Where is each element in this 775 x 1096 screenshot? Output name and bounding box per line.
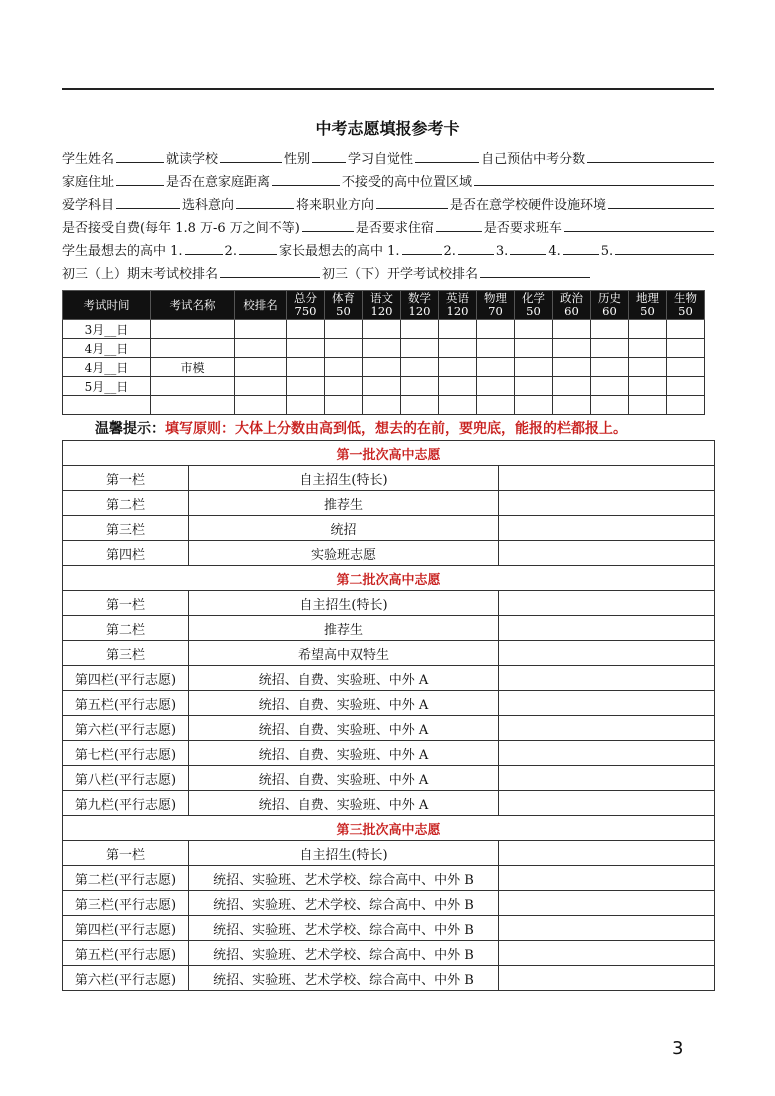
score-header-cell xyxy=(629,291,667,320)
exam-date-cell[interactable]: 4月__日 xyxy=(63,339,151,358)
admission-type: 统招、实验班、艺术学校、综合高中、中外 B xyxy=(189,941,499,966)
score-header-cell xyxy=(477,291,515,320)
score-cell[interactable] xyxy=(325,358,363,377)
score-cell[interactable] xyxy=(553,396,591,415)
subject-name: 生物 xyxy=(674,291,697,305)
score-cell[interactable] xyxy=(591,358,629,377)
subject-name: 历史 xyxy=(598,291,621,305)
field-label: 家庭住址 xyxy=(62,175,115,190)
admission-type: 统招、自费、实验班、中外 A xyxy=(189,691,499,716)
field-label: 是否接受自费(每年 1.8 万-6 万之间不等) xyxy=(62,221,300,236)
score-cell[interactable] xyxy=(235,358,287,377)
score-cell[interactable] xyxy=(629,358,667,377)
subject-max-score: 60 xyxy=(602,304,617,318)
subject-max-score: 50 xyxy=(526,304,541,318)
admission-type: 统招、自费、实验班、中外 A xyxy=(189,791,499,816)
subject-name: 总分 xyxy=(294,291,317,305)
subject-name: 语文 xyxy=(370,291,393,305)
subject-max-score: 60 xyxy=(564,304,579,318)
info-line xyxy=(62,263,714,286)
score-cell[interactable] xyxy=(439,339,477,358)
score-cell[interactable] xyxy=(667,339,705,358)
blank-field[interactable] xyxy=(302,217,354,232)
table-row xyxy=(63,766,715,791)
score-header-cell xyxy=(515,291,553,320)
column-label: 第三栏 xyxy=(63,516,189,541)
column-label: 第四栏 xyxy=(63,541,189,566)
column-label: 第一栏 xyxy=(63,466,189,491)
score-cell[interactable] xyxy=(515,396,553,415)
admission-type: 统招 xyxy=(189,516,499,541)
blank-field[interactable] xyxy=(402,240,442,255)
score-cell[interactable] xyxy=(363,320,401,339)
admission-type: 统招、实验班、艺术学校、综合高中、中外 B xyxy=(189,891,499,916)
blank-field[interactable] xyxy=(220,263,320,278)
score-cell[interactable] xyxy=(325,320,363,339)
score-header-cell xyxy=(235,291,287,320)
field-label: 3. xyxy=(495,244,509,259)
field-label: 就读学校 xyxy=(166,152,219,167)
admission-type: 自主招生(特长) xyxy=(189,841,499,866)
field-label: 学习自觉性 xyxy=(348,152,414,167)
section-header-row xyxy=(63,441,715,466)
column-label: 第二栏 xyxy=(63,491,189,516)
tip-banner xyxy=(95,418,725,438)
score-cell[interactable] xyxy=(515,358,553,377)
subject-name: 地理 xyxy=(636,291,659,305)
table-row xyxy=(63,941,715,966)
section-title: 第二批次高中志愿 xyxy=(63,566,715,591)
school-entry-cell[interactable] xyxy=(499,691,715,716)
table-row xyxy=(63,516,715,541)
school-entry-cell[interactable] xyxy=(499,866,715,891)
table-row xyxy=(63,666,715,691)
table-row xyxy=(63,616,715,641)
score-cell[interactable] xyxy=(553,377,591,396)
admission-type: 统招、自费、实验班、中外 A xyxy=(189,666,499,691)
score-cell[interactable] xyxy=(667,320,705,339)
field-label: 初三（上）期末考试校排名 xyxy=(62,267,219,282)
field-label: 学生最想去的高中 1. xyxy=(62,244,183,259)
exam-name-cell[interactable]: 市模 xyxy=(151,358,235,377)
admission-type: 推荐生 xyxy=(189,491,499,516)
column-label: 第七栏(平行志愿) xyxy=(63,741,189,766)
table-row xyxy=(63,916,715,941)
page-number: 3 xyxy=(672,1038,684,1059)
score-cell[interactable] xyxy=(477,396,515,415)
score-cell[interactable] xyxy=(477,320,515,339)
score-cell[interactable] xyxy=(553,358,591,377)
field-label: 选科意向 xyxy=(182,198,235,213)
blank-field[interactable] xyxy=(474,171,714,186)
exam-name-cell[interactable] xyxy=(151,396,235,415)
score-cell[interactable] xyxy=(591,339,629,358)
blank-field[interactable] xyxy=(458,240,494,255)
table-row xyxy=(63,591,715,616)
field-label: 4. xyxy=(548,244,561,259)
table-row xyxy=(63,396,705,415)
score-header-cell xyxy=(325,291,363,320)
school-entry-cell[interactable] xyxy=(499,941,715,966)
column-label: 第三栏(平行志愿) xyxy=(63,891,189,916)
score-cell[interactable] xyxy=(401,320,439,339)
admission-type: 统招、自费、实验班、中外 A xyxy=(189,741,499,766)
subject-max-score: 750 xyxy=(294,304,317,318)
score-header-cell xyxy=(667,291,705,320)
blank-field[interactable] xyxy=(615,240,714,255)
exam-date-cell[interactable] xyxy=(63,396,151,415)
school-entry-cell[interactable] xyxy=(499,916,715,941)
subject-name: 数学 xyxy=(408,291,431,305)
school-entry-cell[interactable] xyxy=(499,841,715,866)
column-label: 第三栏 xyxy=(63,641,189,666)
blank-field[interactable] xyxy=(239,240,277,255)
field-label: 家长最想去的高中 1. xyxy=(278,244,400,259)
score-cell[interactable] xyxy=(667,358,705,377)
score-header-cell xyxy=(553,291,591,320)
field-label: 性别 xyxy=(284,152,311,167)
score-cell[interactable] xyxy=(553,320,591,339)
score-cell[interactable] xyxy=(629,320,667,339)
subject-max-score: 120 xyxy=(370,304,393,318)
column-label: 第九栏(平行志愿) xyxy=(63,791,189,816)
info-line xyxy=(62,240,714,263)
exam-name-cell[interactable] xyxy=(151,377,235,396)
subject-max-score: 120 xyxy=(446,304,469,318)
table-row xyxy=(63,491,715,516)
score-cell[interactable] xyxy=(629,396,667,415)
score-cell[interactable] xyxy=(477,377,515,396)
page-title: 中考志愿填报参考卡 xyxy=(315,119,460,138)
field-label: 2. xyxy=(443,244,456,259)
subject-name: 物理 xyxy=(484,291,507,305)
score-cell[interactable] xyxy=(401,377,439,396)
student-info-form xyxy=(62,148,714,286)
score-cell[interactable] xyxy=(325,339,363,358)
score-cell[interactable] xyxy=(439,320,477,339)
tip-text: 填写原则：大体上分数由高到低，想去的在前，要兜底，能报的栏都报上。 xyxy=(165,421,627,437)
field-label: 爱学科目 xyxy=(62,198,115,213)
table-row xyxy=(63,891,715,916)
score-cell[interactable] xyxy=(363,339,401,358)
exam-name-cell[interactable] xyxy=(151,339,235,358)
school-entry-cell[interactable] xyxy=(499,716,715,741)
score-cell[interactable] xyxy=(629,339,667,358)
blank-field[interactable] xyxy=(563,240,599,255)
column-label: 第六栏(平行志愿) xyxy=(63,966,189,991)
field-label: 学生姓名 xyxy=(62,152,115,167)
score-table-header xyxy=(63,291,705,320)
admission-type: 希望高中双特生 xyxy=(189,641,499,666)
blank-field[interactable] xyxy=(436,217,482,232)
score-cell[interactable] xyxy=(287,377,325,396)
score-cell[interactable] xyxy=(477,339,515,358)
column-label: 第一栏 xyxy=(63,841,189,866)
score-cell[interactable] xyxy=(401,358,439,377)
school-entry-cell[interactable] xyxy=(499,966,715,991)
score-cell[interactable] xyxy=(515,377,553,396)
blank-field[interactable] xyxy=(116,194,180,209)
column-label: 第一栏 xyxy=(63,591,189,616)
table-row xyxy=(63,966,715,991)
score-header-cell xyxy=(439,291,477,320)
score-cell[interactable] xyxy=(439,358,477,377)
admission-type: 推荐生 xyxy=(189,616,499,641)
field-label: 是否要求住宿 xyxy=(355,221,434,236)
table-row xyxy=(63,866,715,891)
admission-type: 实验班志愿 xyxy=(189,541,499,566)
table-row xyxy=(63,691,715,716)
score-header-cell xyxy=(63,291,151,320)
subject-max-score: 70 xyxy=(488,304,503,318)
score-cell[interactable] xyxy=(515,320,553,339)
subject-name: 化学 xyxy=(522,291,545,305)
table-row xyxy=(63,466,715,491)
blank-field[interactable] xyxy=(116,148,164,163)
admission-type: 统招、实验班、艺术学校、综合高中、中外 B xyxy=(189,916,499,941)
exam-name-cell[interactable] xyxy=(151,320,235,339)
column-label: 第八栏(平行志愿) xyxy=(63,766,189,791)
info-line xyxy=(62,171,714,194)
exam-date-cell[interactable]: 4月__日 xyxy=(63,358,151,377)
table-row xyxy=(63,791,715,816)
field-label: 自己预估中考分数 xyxy=(481,152,586,167)
school-entry-cell[interactable] xyxy=(499,491,715,516)
blank-field[interactable] xyxy=(415,148,479,163)
score-cell[interactable] xyxy=(287,358,325,377)
blank-field[interactable] xyxy=(587,148,714,163)
school-entry-cell[interactable] xyxy=(499,741,715,766)
score-cell[interactable] xyxy=(439,377,477,396)
score-header-cell xyxy=(287,291,325,320)
column-label: 第六栏(平行志愿) xyxy=(63,716,189,741)
subject-max-score: 50 xyxy=(640,304,655,318)
blank-field[interactable] xyxy=(272,171,340,186)
info-line xyxy=(62,217,714,240)
column-label: 第五栏(平行志愿) xyxy=(63,941,189,966)
school-entry-cell[interactable] xyxy=(499,766,715,791)
blank-field[interactable] xyxy=(312,148,346,163)
top-rule xyxy=(62,88,714,90)
blank-field[interactable] xyxy=(480,263,590,278)
blank-field[interactable] xyxy=(564,217,714,232)
blank-field[interactable] xyxy=(185,240,223,255)
score-cell[interactable] xyxy=(287,339,325,358)
table-row xyxy=(63,377,705,396)
school-entry-cell[interactable] xyxy=(499,541,715,566)
score-cell[interactable] xyxy=(401,339,439,358)
school-entry-cell[interactable] xyxy=(499,591,715,616)
field-label: 5. xyxy=(600,244,614,259)
subject-name: 考试名称 xyxy=(169,297,216,312)
score-cell[interactable] xyxy=(363,396,401,415)
score-cell[interactable] xyxy=(235,377,287,396)
admission-type: 自主招生(特长) xyxy=(189,466,499,491)
column-label: 第二栏(平行志愿) xyxy=(63,866,189,891)
table-row xyxy=(63,716,715,741)
subject-name: 政治 xyxy=(560,291,583,305)
admission-type: 统招、自费、实验班、中外 A xyxy=(189,716,499,741)
tip-label: 温馨提示： xyxy=(95,421,165,437)
wish-table xyxy=(62,440,715,991)
score-cell[interactable] xyxy=(591,396,629,415)
score-cell[interactable] xyxy=(363,358,401,377)
school-entry-cell[interactable] xyxy=(499,791,715,816)
blank-field[interactable] xyxy=(510,240,546,255)
score-cell[interactable] xyxy=(287,396,325,415)
subject-name: 英语 xyxy=(446,291,469,305)
subject-max-score: 50 xyxy=(336,304,351,318)
table-row xyxy=(63,841,715,866)
blank-field[interactable] xyxy=(116,171,164,186)
school-entry-cell[interactable] xyxy=(499,666,715,691)
section-title: 第一批次高中志愿 xyxy=(63,441,715,466)
field-label: 是否要求班车 xyxy=(483,221,562,236)
field-label: 2. xyxy=(224,244,237,259)
blank-field[interactable] xyxy=(220,148,282,163)
score-cell[interactable] xyxy=(667,396,705,415)
score-cell[interactable] xyxy=(235,339,287,358)
admission-type: 统招、实验班、艺术学校、综合高中、中外 B xyxy=(189,866,499,891)
subject-name: 考试时间 xyxy=(83,297,130,312)
exam-date-cell[interactable]: 3月__日 xyxy=(63,320,151,339)
table-row xyxy=(63,741,715,766)
score-cell[interactable] xyxy=(591,377,629,396)
school-entry-cell[interactable] xyxy=(499,516,715,541)
info-line xyxy=(62,148,714,171)
score-cell[interactable] xyxy=(553,339,591,358)
admission-type: 统招、自费、实验班、中外 A xyxy=(189,766,499,791)
subject-max-score: 120 xyxy=(408,304,431,318)
table-row xyxy=(63,358,705,377)
school-entry-cell[interactable] xyxy=(499,641,715,666)
score-cell[interactable] xyxy=(515,339,553,358)
school-entry-cell[interactable] xyxy=(499,466,715,491)
column-label: 第四栏(平行志愿) xyxy=(63,916,189,941)
subject-name: 体育 xyxy=(332,291,355,305)
table-row xyxy=(63,641,715,666)
score-cell[interactable] xyxy=(363,377,401,396)
score-cell[interactable] xyxy=(401,396,439,415)
field-label: 是否在意学校硬件设施环境 xyxy=(450,198,607,213)
field-label: 将来职业方向 xyxy=(296,198,375,213)
table-row xyxy=(63,541,715,566)
section-header-row xyxy=(63,566,715,591)
subject-max-score: 50 xyxy=(678,304,693,318)
score-cell[interactable] xyxy=(477,358,515,377)
info-line xyxy=(62,194,714,217)
blank-field[interactable] xyxy=(608,194,714,209)
score-header-cell xyxy=(591,291,629,320)
score-header-cell xyxy=(401,291,439,320)
field-label: 初三（下）开学考试校排名 xyxy=(322,267,479,282)
admission-type: 自主招生(特长) xyxy=(189,591,499,616)
field-label: 不接受的高中位置区域 xyxy=(342,175,473,190)
score-header-cell xyxy=(151,291,235,320)
field-label: 是否在意家庭距离 xyxy=(166,175,271,190)
score-header-cell xyxy=(363,291,401,320)
section-title: 第三批次高中志愿 xyxy=(63,816,715,841)
score-cell[interactable] xyxy=(287,320,325,339)
exam-date-cell[interactable]: 5月__日 xyxy=(63,377,151,396)
column-label: 第二栏 xyxy=(63,616,189,641)
score-cell[interactable] xyxy=(235,396,287,415)
blank-field[interactable] xyxy=(236,194,294,209)
blank-field[interactable] xyxy=(376,194,448,209)
column-label: 第四栏(平行志愿) xyxy=(63,666,189,691)
score-cell[interactable] xyxy=(235,320,287,339)
score-cell[interactable] xyxy=(591,320,629,339)
score-cell[interactable] xyxy=(325,377,363,396)
school-entry-cell[interactable] xyxy=(499,891,715,916)
table-row xyxy=(63,320,705,339)
admission-type: 统招、实验班、艺术学校、综合高中、中外 B xyxy=(189,966,499,991)
column-label: 第五栏(平行志愿) xyxy=(63,691,189,716)
score-cell[interactable] xyxy=(629,377,667,396)
section-header-row xyxy=(63,816,715,841)
score-cell[interactable] xyxy=(439,396,477,415)
score-cell[interactable] xyxy=(667,377,705,396)
school-entry-cell[interactable] xyxy=(499,616,715,641)
score-cell[interactable] xyxy=(325,396,363,415)
subject-name: 校排名 xyxy=(243,297,278,312)
score-table xyxy=(62,290,705,415)
table-row xyxy=(63,339,705,358)
